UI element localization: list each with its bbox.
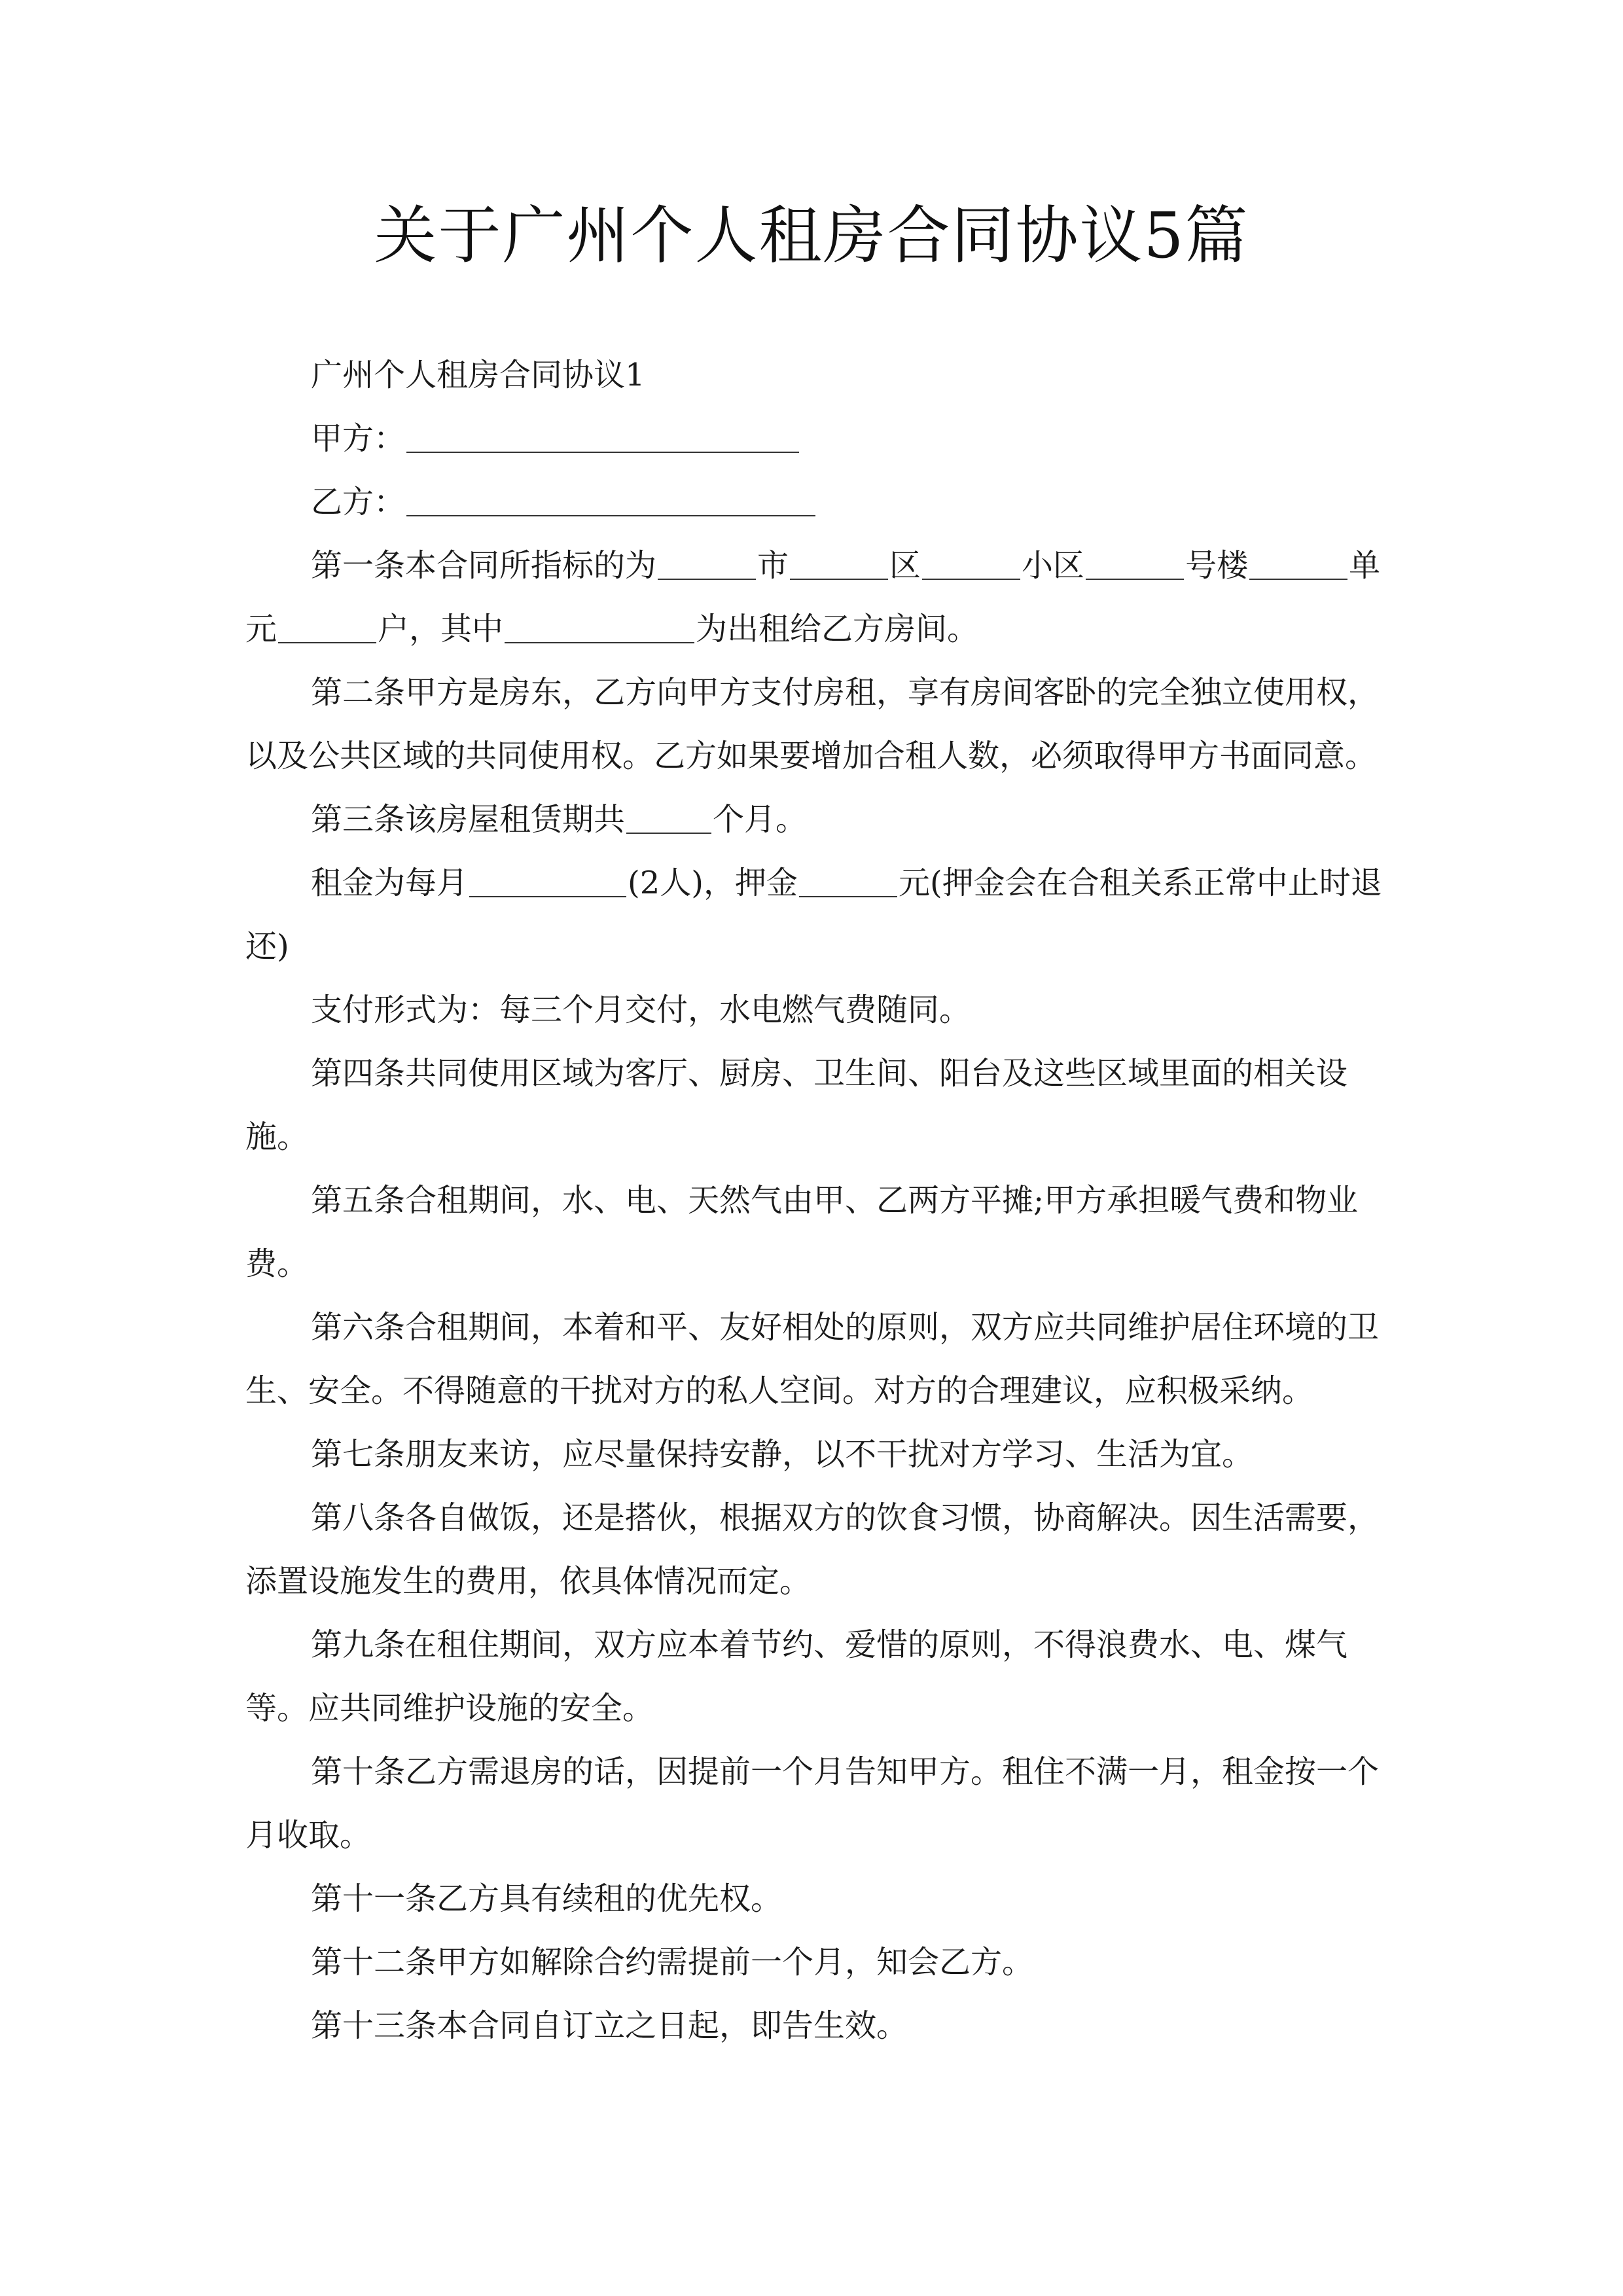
blank-months [626, 806, 711, 834]
section-heading: 广州个人租房合同协议1 [311, 357, 645, 393]
clause-1 [245, 534, 1397, 661]
clause-1-city: 市 [757, 547, 789, 584]
clause-1-unit: 单元 [245, 547, 1381, 647]
clause-13: 第十三条本合同自订立之日起，即告生效。 [311, 2007, 908, 2044]
rent-clause [245, 852, 1397, 978]
party-a-line [245, 407, 1397, 471]
blank-building [1086, 552, 1184, 580]
clause-7: 第七条朋友来访，应尽量保持安静，以不干扰对方学习、生活为宜。 [311, 1436, 1254, 1473]
clause-1-district: 区 [889, 547, 921, 584]
rent-deposit: (2人)，押金 [628, 865, 798, 901]
clause-10: 第十条乙方需退房的话，因提前一个月告知甲方。租住不满一月，租金按一个月收取。 [245, 1753, 1380, 1854]
clause-3-tail: 个月。 [713, 801, 808, 838]
clause-1-community: 小区 [1022, 547, 1085, 584]
clause-11: 第十一条乙方具有续租的优先权。 [311, 1880, 783, 1917]
blank-district [790, 552, 888, 580]
clause-2: 第二条甲方是房东，乙方向甲方支付房租，享有房间客卧的完全独立使用权，以及公共区域的共同使用权。乙方如果要增加合租人数，必须取得甲方书面同意。 [245, 674, 1380, 774]
party-a-label: 甲方： [311, 420, 406, 457]
party-b-blank [406, 489, 815, 516]
document-body [245, 344, 1397, 2058]
document-title: 关于广州个人租房合同协议5篇 [374, 199, 1249, 272]
clause-1-building: 号楼 [1185, 547, 1249, 584]
rent-tail: 元(押金会在合租关系正常中止时退还) [245, 865, 1382, 965]
blank-room [505, 616, 694, 643]
blank-household [278, 616, 376, 643]
clause-6: 第六条合租期间，本着和平、友好相处的原则，双方应共同维护居住环境的卫生、安全。不得随意的干扰对方的私人空间。对方的合理建议，应积极采纳。 [245, 1309, 1380, 1409]
party-a-blank [406, 425, 799, 453]
rent-intro: 租金为每月 [311, 865, 469, 901]
clause-1-household: 户，其中 [378, 611, 504, 647]
blank-rent [469, 870, 626, 897]
blank-city [658, 552, 756, 580]
blank-unit [1249, 552, 1347, 580]
payment-clause: 支付形式为：每三个月交付，水电燃气费随同。 [311, 992, 971, 1028]
clause-4: 第四条共同使用区域为客厅、厨房、卫生间、阳台及这些区域里面的相关设施。 [245, 1055, 1348, 1155]
blank-community [922, 552, 1020, 580]
party-b-line [245, 471, 1397, 534]
clause-3-intro: 第三条该房屋租赁期共 [311, 801, 626, 838]
clause-8: 第八条各自做饭，还是搭伙，根据双方的饮食习惯，协商解决。因生活需要，添置设施发生的费用，依具体情况而定。 [245, 1499, 1380, 1600]
clause-12: 第十二条甲方如解除合约需提前一个月，知会乙方。 [311, 1944, 1034, 1981]
clause-1-tail: 为出租给乙方房间。 [696, 611, 979, 647]
party-b-label: 乙方： [311, 484, 406, 520]
clause-3 [245, 788, 1397, 852]
clause-9: 第九条在租住期间，双方应本着节约、爱惜的原则，不得浪费水、电、煤气等。应共同维护设施的安全。 [245, 1626, 1348, 1727]
clause-1-intro: 第一条本合同所指标的为 [311, 547, 657, 584]
clause-5: 第五条合租期间，水、电、天然气由甲、乙两方平摊;甲方承担暖气费和物业费。 [245, 1182, 1359, 1282]
blank-deposit [799, 870, 897, 897]
